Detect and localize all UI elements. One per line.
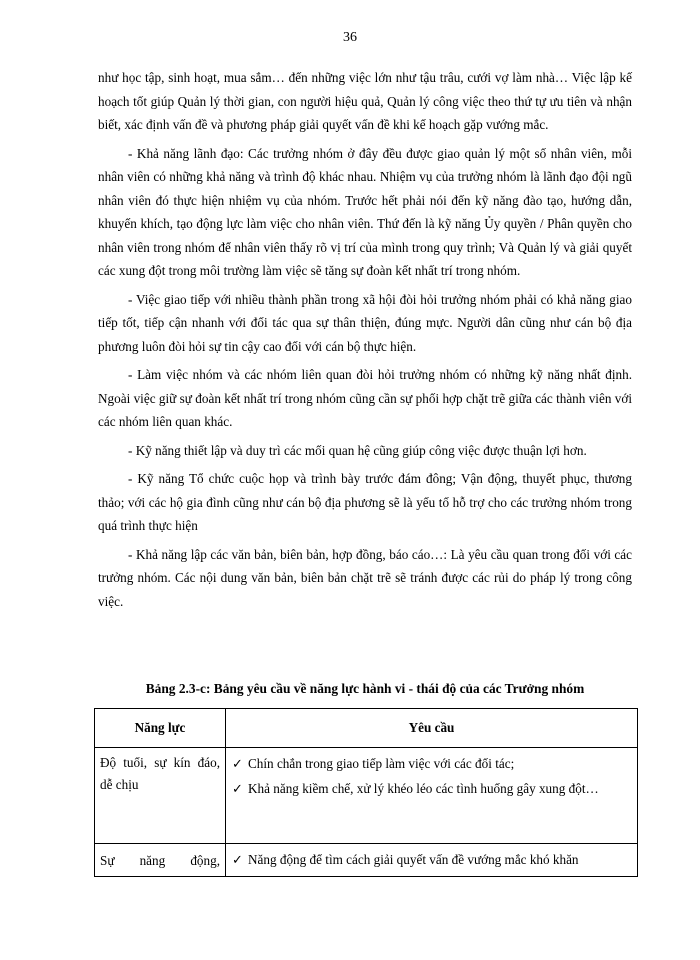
check-icon: ✓ bbox=[232, 781, 244, 796]
header-capability: Năng lực bbox=[95, 709, 226, 748]
requirement-item bbox=[226, 748, 637, 775]
capability-text: Độ tuổi, sự kín đáo, dễ chịu bbox=[100, 755, 220, 792]
paragraph-leadership: - Khả năng lãnh đạo: Các trưởng nhóm ở đây đều được giao quản lý một số nhân viên, mỗi nhân viên có những khả năng và trình độ khác nhau. Nhiệm vụ của trưởng nhóm là lãnh đạo đội ngũ nhân viên đó thực hiện nhiệm vụ của nhóm. Trước hết phải nói đến kỹ năng đào tạo, hướng dẫn, khuyến khích, tạo động lực làm việc cho nhân viên. Thứ đến là kỹ năng Ủy quyền / Phân quyền cho nhân viên trong nhóm để nhân viên thấy rõ vị trí của mình trong quy trình; Và Quản lý và giải quyết các xung đột trong môi trường làm việc sẽ tăng sự đoàn kết nhất trí trong nhóm. bbox=[98, 145, 632, 278]
paragraph-communication: - Việc giao tiếp với nhiều thành phần trong xã hội đòi hỏi trưởng nhóm phải có khả năng giao tiếp tốt, tiếp cận nhanh với đối tác qua sự thân thiện, đúng mực. Người dân cũng như cán bộ địa phương luôn đòi hỏi sự tin cậy cao đối với cán bộ thực hiện. bbox=[98, 291, 632, 354]
requirements-cell bbox=[226, 748, 638, 844]
capability-text: Sự năng động, bbox=[100, 853, 220, 868]
table-header-row bbox=[95, 709, 638, 748]
table-caption: Bảng 2.3-c: Bảng yêu cầu về năng lực hành vi - thái độ của các Trưởng nhóm bbox=[145, 681, 585, 696]
requirements-cell bbox=[226, 844, 638, 877]
table-row bbox=[95, 748, 638, 844]
requirements-table bbox=[94, 708, 638, 877]
requirement-item bbox=[226, 775, 637, 800]
check-icon: ✓ bbox=[232, 756, 244, 771]
page-number: 36 bbox=[343, 30, 357, 45]
capability-cell bbox=[95, 748, 226, 844]
header-requirements: Yêu cầu bbox=[226, 709, 638, 748]
paragraph-documents: - Khả năng lập các văn bản, biên bản, hợp đồng, báo cáo…: Là yêu cầu quan trong đối với các trưởng nhóm. Các nội dung văn bản, biên bản chặt trẽ sẽ tránh được các rủi do pháp lý trong công việc. bbox=[98, 546, 632, 609]
paragraph-teamwork: - Làm việc nhóm và các nhóm liên quan đòi hỏi trưởng nhóm có những kỹ năng nhất định. Ngoài việc giữ sự đoàn kết nhất trí trong nhóm cũng cần sự phối hợp chặt trẽ giữa các thành viên với các nhóm liên quan khác. bbox=[98, 367, 632, 429]
capability-cell bbox=[95, 844, 226, 877]
check-icon: ✓ bbox=[232, 852, 244, 867]
document-body bbox=[98, 66, 632, 618]
table-row bbox=[95, 844, 638, 877]
requirement-item bbox=[226, 844, 637, 871]
requirement-text: Khả năng kiềm chế, xử lý khéo léo các tình huống gây xung đột… bbox=[248, 781, 599, 796]
paragraph-planning: như học tập, sinh hoạt, mua sắm… đến những việc lớn như tậu trâu, cưới vợ làm nhà… Việc lập kế hoạch tốt giúp Quản lý thời gian, con người hiệu quả, Quản lý công việc theo thứ tự ưu tiên và nhận biết, xác định vấn đề và phương pháp giải quyết vấn đề khi kế hoạch gặp vướng mắc. bbox=[98, 70, 632, 132]
requirement-text: Chín chắn trong giao tiếp làm việc với các đối tác; bbox=[248, 756, 515, 771]
paragraph-meetings: - Kỹ năng Tổ chức cuộc họp và trình bày trước đám đông; Vận động, thuyết phục, thương thảo; với các hộ gia đình cũng như cán bộ địa phương sẽ là yếu tố hỗ trợ cho các trưởng nhóm trong quá trình thực hiện bbox=[98, 471, 632, 533]
requirement-text: Năng động để tìm cách giải quyết vấn đề vướng mắc khó khăn bbox=[248, 852, 579, 867]
paragraph-relationships: - Kỹ năng thiết lập và duy trì các mối quan hệ cũng giúp công việc được thuận lợi hơn. bbox=[128, 442, 587, 458]
